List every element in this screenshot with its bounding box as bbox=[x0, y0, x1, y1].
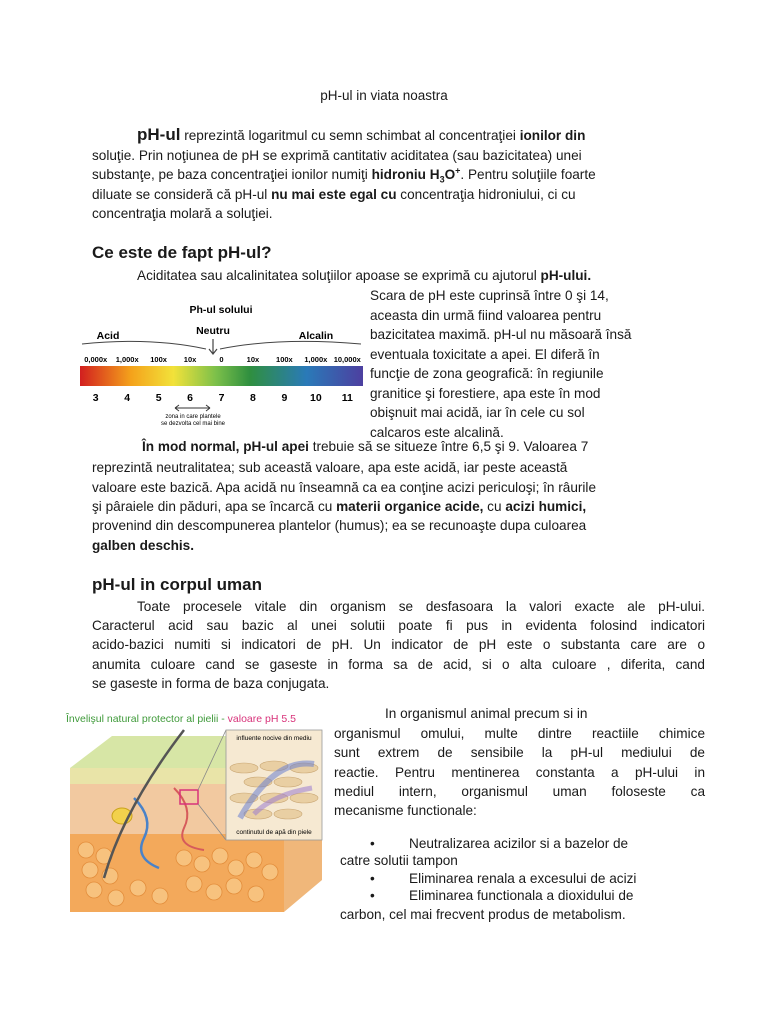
ph-desc-line: Scara de pH este cuprinsă între 0 şi 14, bbox=[370, 288, 609, 303]
range-arrow-icon bbox=[175, 405, 210, 411]
multiplier-label: 0,000x bbox=[84, 355, 108, 364]
acid-bracket bbox=[82, 341, 206, 349]
intro-line-1 bbox=[137, 125, 585, 145]
section2-line-5: se gaseste in forma de baza conjugata. bbox=[92, 676, 330, 691]
section2-right-line: mediul intern, organismul uman foloseste ca bbox=[334, 784, 705, 799]
intro-text: concentraţia hidroniului, ci cu bbox=[396, 187, 576, 202]
intro-lead: pH-ul bbox=[137, 125, 181, 144]
ph-scale-svg bbox=[80, 297, 363, 429]
ph-number-row bbox=[93, 392, 353, 404]
ph-desc-line: eventuala toxicitate a apei. El diferă în bbox=[370, 346, 600, 362]
section1-text: şi pâraiele din păduri, apa se încarcă cu bbox=[92, 499, 337, 514]
section2-line-4: anumita culoare cand se gaseste in forma sa de acid, si o alta culoare , diferita, cand bbox=[92, 657, 705, 672]
ph-number: 7 bbox=[218, 392, 225, 404]
multiplier-label: 100x bbox=[276, 355, 293, 364]
bullet-line: catre solutii tampon bbox=[340, 853, 458, 868]
section1-p2-line-5: provenind din descompunerea plantelor (humus); ea se recunoaşte dupa culoarea bbox=[92, 518, 587, 533]
skin-figure-title bbox=[66, 712, 296, 726]
ph-color-bar bbox=[80, 366, 363, 386]
intro-bold: ionilor din bbox=[519, 128, 586, 143]
bullet-line: carbon, cel mai frecvent produs de metabolism. bbox=[340, 907, 626, 922]
section2-line-1: Toate procesele vitale din organism se desfasoara la valori exacte ale pH-ului. bbox=[137, 599, 705, 614]
ph-number: 5 bbox=[155, 392, 162, 404]
ph-number: 11 bbox=[341, 392, 353, 404]
subscript: 3 bbox=[439, 174, 445, 185]
ph-scale-title: Ph-ul solului bbox=[189, 304, 253, 316]
intro-bold: nu mai este egal cu bbox=[267, 187, 397, 202]
section1-bold: acizi humici, bbox=[505, 499, 587, 514]
acid-label: Acid bbox=[96, 330, 120, 342]
skin-title-ph: valoare pH 5.5 bbox=[227, 713, 296, 725]
multiplier-label: 1,000x bbox=[304, 355, 328, 364]
section1-p2-line-4 bbox=[92, 497, 586, 516]
bullet-icon: • bbox=[370, 888, 375, 903]
multiplier-label: 0 bbox=[219, 355, 224, 364]
ph-desc-line: granitice şi forestiere, apa este în mod bbox=[370, 385, 601, 401]
ph-desc-line: calcaros este alcalină. bbox=[370, 424, 504, 440]
intro-line-2: soluţie. Prin noţiunea de pH se exprimă cantitativ aciditatea (sau bazicitatea) unei bbox=[92, 148, 582, 163]
multiplier-label: 10,000x bbox=[333, 355, 361, 364]
ph-caption-line-1: zona in care plantele bbox=[165, 414, 221, 420]
intro-text: substanţe, pe baza concentraţiei ionilor numiţi bbox=[92, 167, 372, 182]
multiplier-label: 10x bbox=[183, 355, 197, 364]
section2-right-line: mecanisme functionale: bbox=[334, 803, 477, 818]
multiplier-label: 1,000x bbox=[115, 355, 139, 364]
section1-bold: pH-ului. bbox=[540, 268, 592, 283]
alkaline-label: Alcalin bbox=[298, 330, 334, 342]
intro-text: diluate se consideră că bbox=[92, 187, 235, 202]
section1-bold: materii organice acide, bbox=[336, 499, 484, 514]
zoom-inset bbox=[226, 730, 322, 840]
section1-text: Aciditatea sau alcalinitatea soluţiilor apoase se exprimă cu ajutorul bbox=[137, 268, 541, 283]
section1-p2-line-3: valoare este bazică. Apa acidă nu înseamnă ca ea conţine acizi periculoşi; în râurile bbox=[92, 480, 597, 495]
section1-p2-line-2: reprezintă neutralitatea; sub această valoare, apa este acidă, iar peste această bbox=[92, 460, 568, 475]
skin-figure bbox=[64, 710, 326, 914]
superscript: + bbox=[455, 165, 461, 176]
skin-illustration bbox=[64, 728, 326, 914]
section2-right-line: reactie. Pentru mentinerea constanta a pH-ului in bbox=[334, 765, 705, 780]
section-heading-body: pH-ul in corpul uman bbox=[92, 575, 262, 594]
intro-line-5: concentraţia molară a soluţiei. bbox=[92, 206, 273, 221]
bullet-line: Eliminarea renala a excesului de acizi bbox=[409, 871, 637, 886]
intro-bold: hidroniu H bbox=[371, 167, 440, 182]
section2-line-2: Caracterul acid sau bazic al unei solutii poate fi pus in evidenta folosind indicatori bbox=[92, 618, 705, 633]
ph-desc-line: obişnuit mai acidă, iar în cele cu sol bbox=[370, 405, 585, 420]
bullet-icon: • bbox=[370, 871, 375, 886]
ph-caption-line-2: se dezvolta cel mai bine bbox=[160, 421, 226, 427]
skin-title-text: Învelişul natural protector al pielii - bbox=[66, 713, 228, 725]
intro-line-3 bbox=[92, 165, 596, 184]
ph-number: 9 bbox=[281, 392, 288, 404]
intro-text: pH-ul bbox=[234, 187, 268, 202]
bullet-line: Neutralizarea acizilor si a bazelor de bbox=[409, 836, 629, 851]
section2-line-3: acido-bazici numiti si indicatori de pH. Un indicator de pH este o substanta care are o bbox=[92, 637, 705, 652]
intro-text: . Pentru soluţiile foarte bbox=[460, 167, 596, 182]
bullet-icon: • bbox=[370, 836, 375, 851]
skin-label-bottom: continutul de apă din piele bbox=[236, 829, 312, 836]
bullet-line: Eliminarea functionala a dioxidului de bbox=[409, 888, 634, 903]
page-title: pH-ul in viata noastra bbox=[320, 88, 448, 103]
ph-desc-line: funcţie de zona geografică: în regiunile bbox=[370, 366, 604, 381]
intro-line-4 bbox=[92, 185, 576, 204]
ph-scale-figure bbox=[80, 297, 363, 429]
skin-label-top: influente nocive din mediu bbox=[236, 735, 312, 742]
intro-bold: O bbox=[444, 167, 456, 182]
alkaline-bracket bbox=[220, 341, 361, 349]
section2-right-line: In organismul animal precum si in bbox=[385, 706, 588, 721]
arrow-down-icon bbox=[209, 339, 217, 354]
ph-number: 4 bbox=[124, 392, 131, 404]
section-heading-ph: Ce este de fapt pH-ul? bbox=[92, 243, 272, 262]
multiplier-row bbox=[84, 355, 361, 364]
intro-text: reprezintă logaritmul cu semn schimbat al concentraţiei bbox=[180, 128, 520, 143]
ph-number: 10 bbox=[309, 392, 322, 404]
section1-text: cu bbox=[483, 499, 506, 514]
ph-number: 6 bbox=[187, 392, 193, 404]
ph-desc-line: aceasta din urmă fiind valoarea pentru bbox=[370, 307, 602, 323]
section1-line-1 bbox=[137, 266, 591, 285]
multiplier-label: 100x bbox=[150, 355, 167, 364]
section1-text: trebuie să se situeze între 6,5 şi 9. Valoarea 7 bbox=[308, 439, 589, 454]
section2-right-line: organismul omului, multe dintre reactiile chimice bbox=[334, 726, 705, 741]
ph-desc-line: bazicitatea maximă. pH-ul nu măsoară însă bbox=[370, 327, 632, 342]
ph-number: 3 bbox=[92, 392, 99, 404]
section2-right-line: sunt extrem de sensibile la pH-ul mediului de bbox=[334, 745, 705, 760]
multiplier-label: 10x bbox=[246, 355, 260, 364]
ph-number: 8 bbox=[250, 392, 256, 404]
section1-p2-line-6: galben deschis. bbox=[92, 538, 194, 553]
section1-bold: În mod normal, pH-ul apei bbox=[142, 439, 309, 454]
neutral-label: Neutru bbox=[196, 325, 230, 337]
section1-p2-line-1 bbox=[142, 437, 588, 456]
